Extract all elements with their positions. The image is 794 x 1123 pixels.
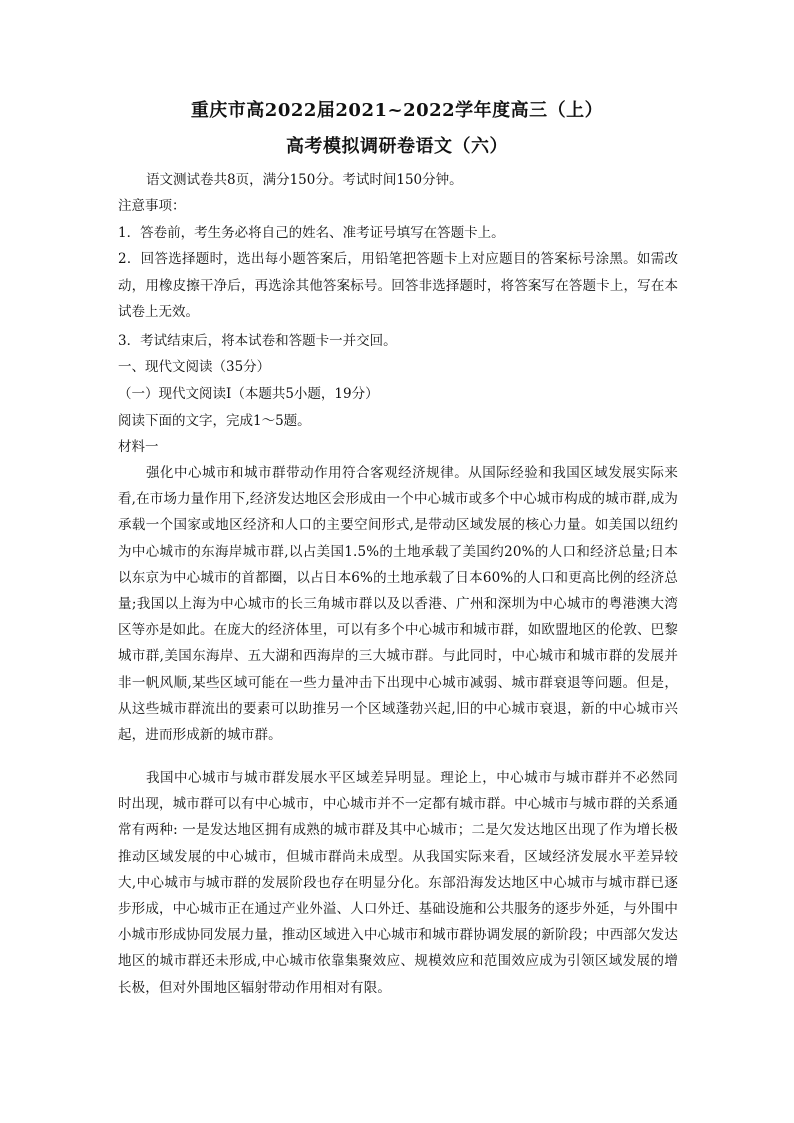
material-label: 材料一 xyxy=(118,439,159,455)
subsection-heading: （一）现代文阅读Ⅰ（本题共5小题，19分） xyxy=(118,386,379,402)
passage-paragraph-2: 我国中心城市与城市群发展水平区域差异明显。理论上，中心城市与城市群并不必然同时出现，城市群可以有中心城市，中心城市并不一定都有城市群。中心城市与城市群的关系通常有两种: 一是发达地区拥有成熟的城市群及其中心城市；二是欠发达地区出现了作为增长极推动区域发展的中心城市，但城市群尚未成型。从我国实际来看，区域经济发展水平差异较大,中心城市与城市群的发展阶段也存在明显分化。东部沿海发达地区中心城市与城市群已逐步形成，中心城市正在通过产业外溢、人口外迁、基础设施和公共服务的逐步外延，与外围中小城市形成协同发展力量，推动区域进入中心城市和城市群协调发展的新阶段；中西部欠发达地区的城市群还未形成,中心城市依靠集聚效应、规模效应和范围效应成为引领区域发展的增长极，但对外围地区辐射带动作用相对有限。 xyxy=(118,770,678,996)
exam-title-line1: 重庆市高2022届2021~2022学年度高三（上） xyxy=(190,100,604,121)
notes-heading: 注意事项： xyxy=(118,198,186,214)
reading-instruction: 阅读下面的文字，完成1～5题。 xyxy=(118,413,311,429)
note-3: 3．考试结束后，将本试卷和答题卡一并交回。 xyxy=(118,333,397,349)
note-1: 1．答卷前，考生务必将自己的姓名、准考证号填写在答题卡上。 xyxy=(118,225,505,241)
section-heading: 一、现代文阅读（35分） xyxy=(118,359,271,375)
passage-paragraph-1: 强化中心城市和城市群带动作用符合客观经济规律。从国际经验和我国区域发展实际来看,在市场力量作用下,经济发达地区会形成由一个中心城市或多个中心城市构成的城市群,成为承载一个国家或地区经济和人口的主要空间形式,是带动区域发展的核心力量。如美国以纽约为中心城市的东海岸城市群,以占美国1.5%的土地承载了美国约20%的人口和经济总量;日本以东京为中心城市的首都圈，以占日本6%的土地承载了日本60%的人口和更高比例的经济总量;我国以上海为中心城市的长三角城市群以及以香港、广州和深圳为中心城市的粤港澳大湾区等亦是如此。在庞大的经济体里，可以有多个中心城市和城市群，如欧盟地区的伦敦、巴黎城市群,美国东海岸、五大湖和西海岸的三大城市群。与此同时，中心城市和城市群的发展并非一帆风顺,某些区域可能在一些力量冲击下出现中心城市减弱、城市群衰退等问题。但是，从这些城市群流出的要素可以助推另一个区域蓬勃兴起,旧的中心城市衰退，新的中心城市兴起，进而形成新的城市群。 xyxy=(118,465,678,744)
exam-info: 语文测试卷共8页，满分150分。考试时间150分钟。 xyxy=(146,172,463,188)
note-2: 2．回答选择题时，选出每小题答案后，用铅笔把答题卡上对应题目的答案标号涂黑。如需改动，用橡皮擦干净后，再选涂其他答案标号。回答非选择题时，将答案写在答题卡上，写在本试卷上无效。 xyxy=(118,251,678,320)
exam-title-line2: 高考模拟调研卷语文（六） xyxy=(286,136,508,157)
